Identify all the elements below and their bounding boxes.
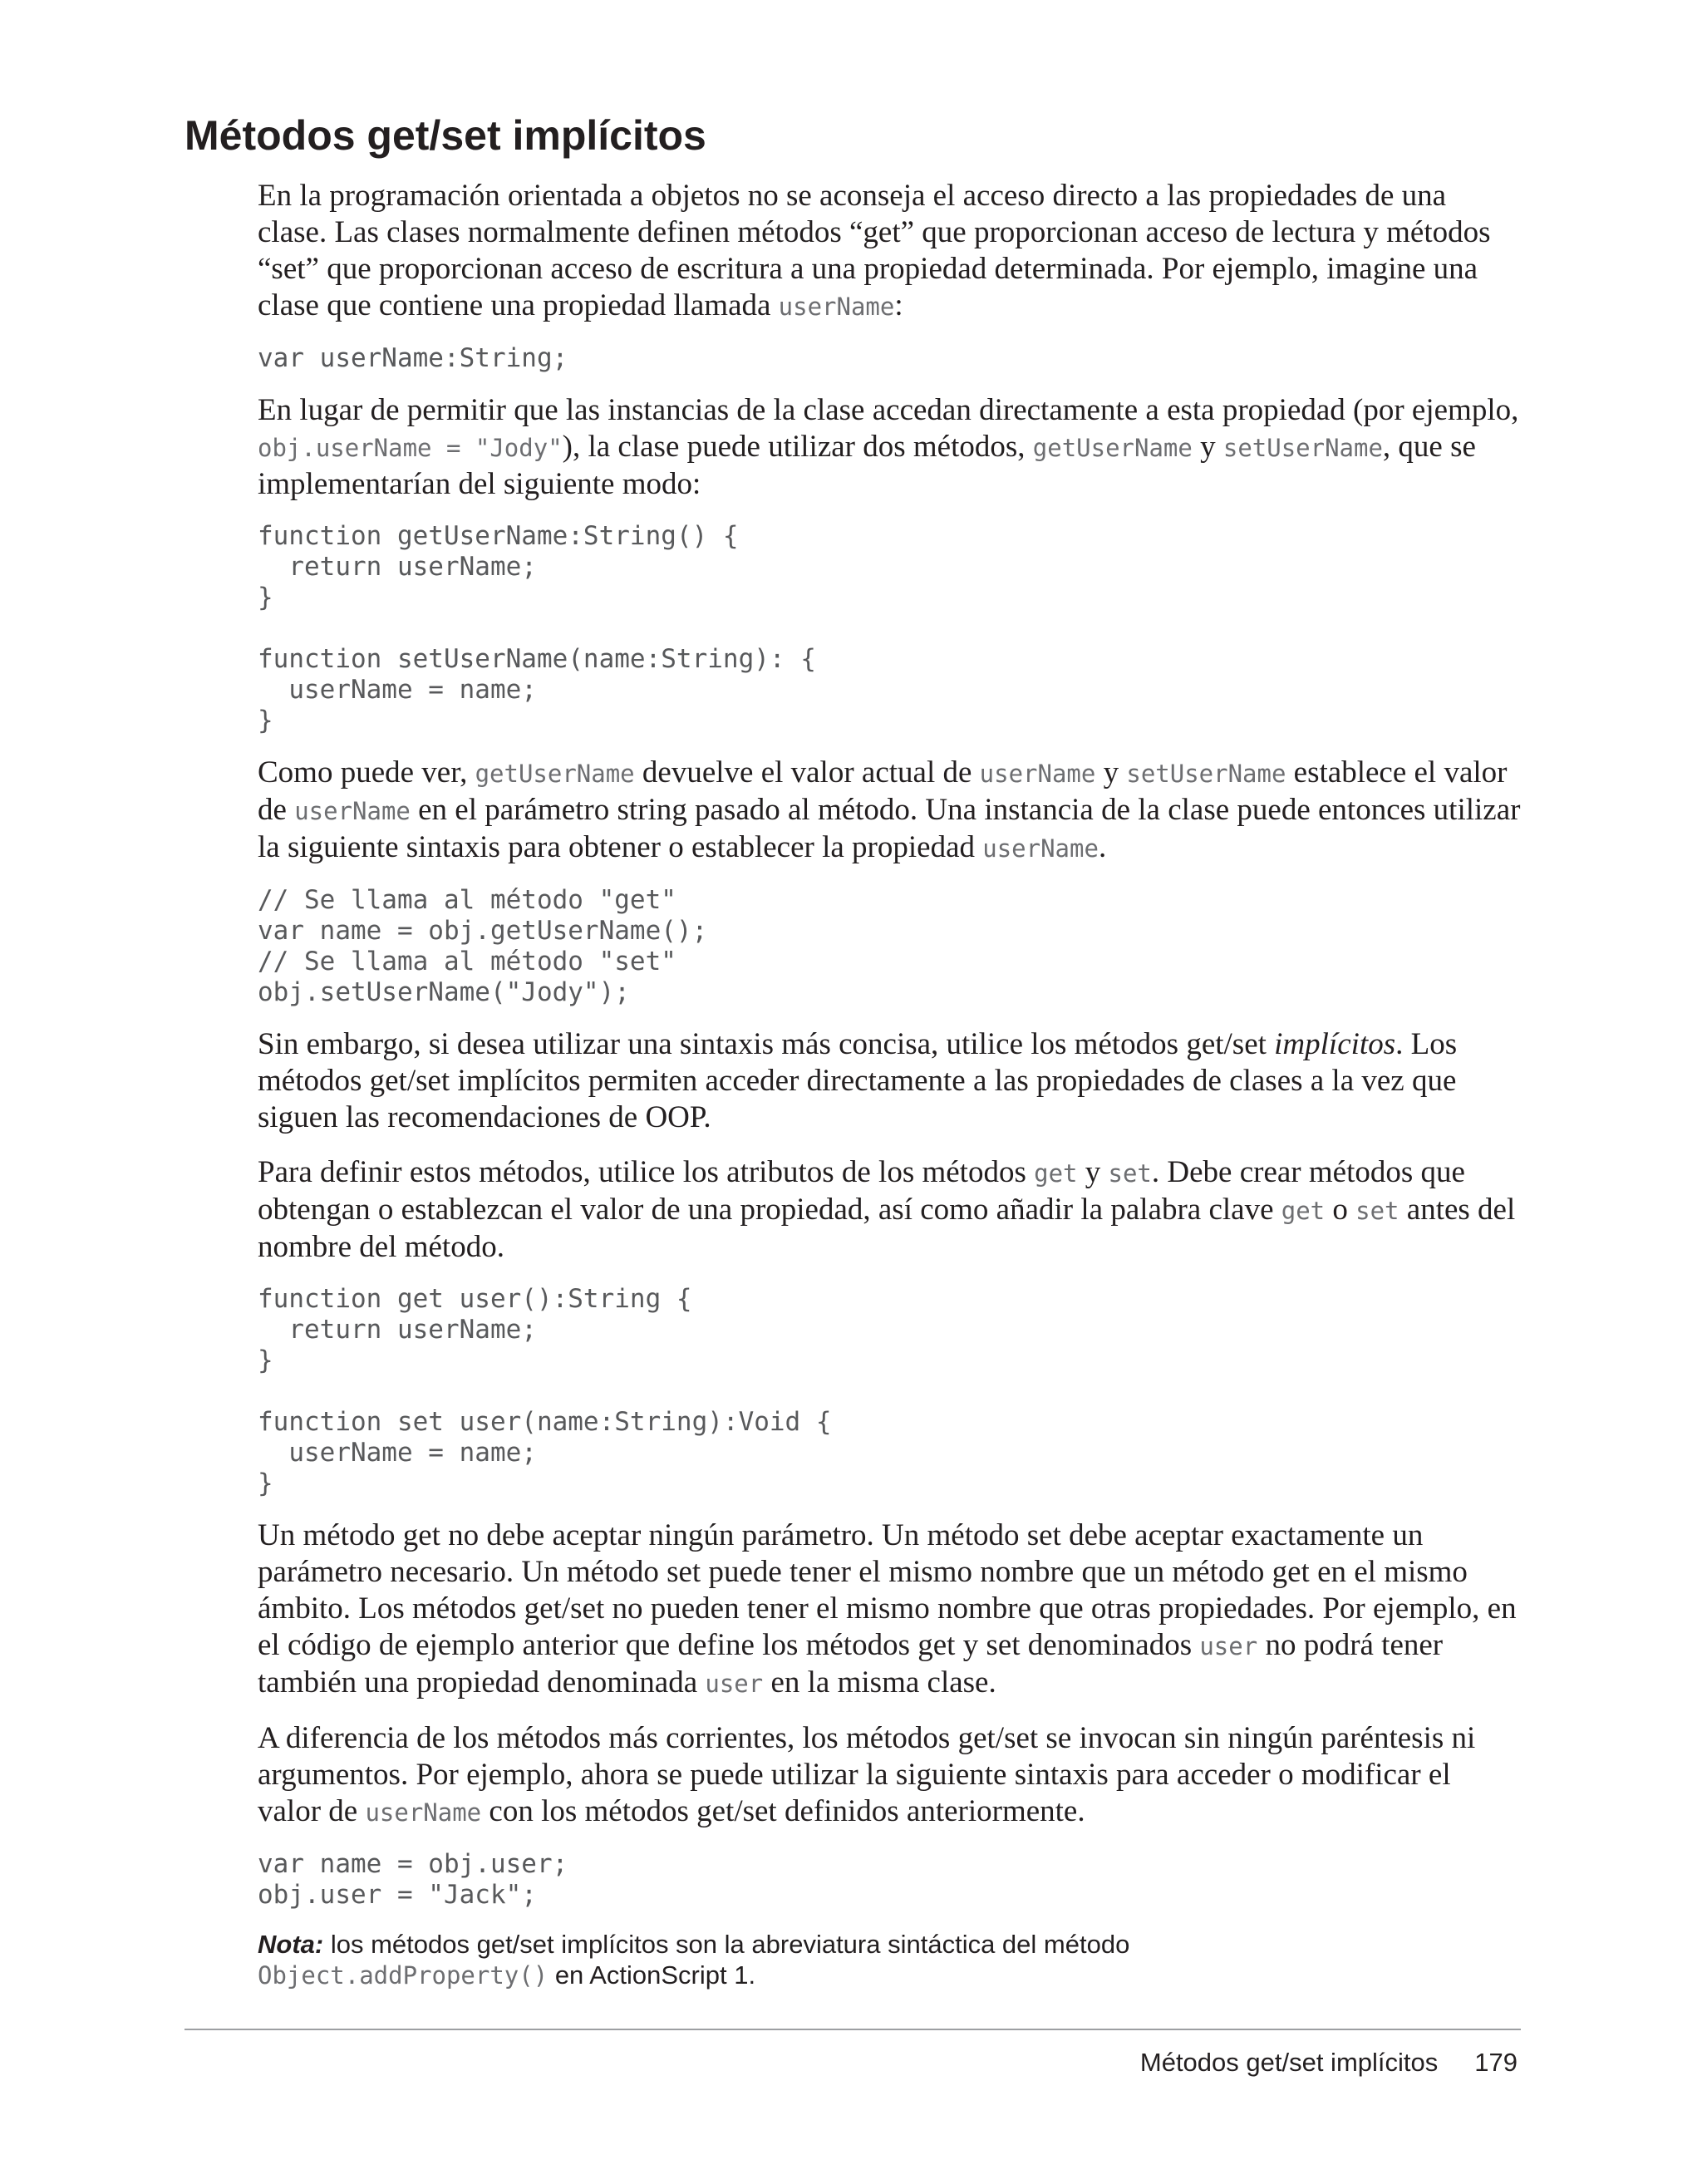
paragraph-invocation xyxy=(258,1720,1521,1831)
code-block-explicit-methods: function getUserName:String() { return userName; } function setUserName(name:String): { userName = name; } xyxy=(258,521,816,735)
text-run: devuelve el valor actual de xyxy=(634,755,980,789)
inline-code: getUserName xyxy=(475,760,635,788)
text-run: , que se implementarían del siguiente modo: xyxy=(258,430,1476,501)
text-run: y xyxy=(1095,755,1127,789)
text-run: Un método get no debe aceptar ningún parámetro. Un método set debe aceptar exactamente un parámetro necesario. Un método set puede tener el mismo nombre que un método get en el mismo ámbito. Los métodos get/set no pueden tener el mismo nombre que otras propiedades. Por ejemplo, en el código de ejemplo anterior que define los métodos get y set denominados xyxy=(258,1518,1517,1662)
paragraph-implicit-intro xyxy=(258,1026,1521,1136)
paragraph-explanation xyxy=(258,755,1521,867)
code-block-implicit-usage: var name = obj.user; obj.user = "Jack"; xyxy=(258,1849,568,1910)
text-run: los métodos get/set implícitos son la abreviatura sintáctica del método xyxy=(323,1930,1130,1959)
code-block-declaration: var userName:String; xyxy=(258,343,568,373)
paragraph-rules xyxy=(258,1517,1521,1702)
text-run: establece el valor de xyxy=(258,755,1508,827)
note-block xyxy=(258,1929,1521,1991)
text-run: . Debe crear métodos que obtengan o establezcan el valor de una propiedad, así como añadir la palabra clave xyxy=(258,1155,1465,1227)
text-run: Sin embargo, si desea utilizar una sintaxis más concisa, utilice los métodos get/set xyxy=(258,1027,1275,1061)
page-footer xyxy=(1140,2046,1518,2079)
inline-code: setUserName xyxy=(1222,434,1383,462)
inline-code: getUserName xyxy=(1032,434,1193,462)
page-number: 179 xyxy=(1474,2048,1518,2077)
text-run: En la programación orientada a objetos no se aconseja el acceso directo a las propiedades de una clase. Las clases normalmente definen métodos “get” que proporcionan acceso de lectura y métodos “set” que proporcionan acceso de escritura a una propiedad determinada. Por ejemplo, imagine una clase que contiene una propiedad llamada xyxy=(258,179,1491,322)
text-run: en ActionScript 1. xyxy=(548,1960,756,1990)
text-run: ), la clase puede utilizar dos métodos, xyxy=(562,430,1033,464)
text-run: En lugar de permitir que las instancias de la clase accedan directamente a esta propiedad (por ejemplo, xyxy=(258,393,1519,427)
page-title: Métodos get/set implícitos xyxy=(184,112,706,159)
inline-code: set xyxy=(1108,1159,1152,1188)
emphasis-text: implícitos xyxy=(1274,1027,1396,1061)
text-run: . Los métodos get/set implícitos permiten acceder directamente a las propiedades de clases a la vez que siguen las recomendaciones de OOP. xyxy=(258,1027,1458,1134)
text-run: y xyxy=(1192,430,1223,464)
inline-code: get xyxy=(1034,1159,1078,1188)
inline-code: user xyxy=(1199,1632,1258,1660)
inline-code: userName xyxy=(979,760,1096,788)
text-run: con los métodos get/set definidos anteriormente. xyxy=(481,1794,1085,1828)
text-run: : xyxy=(894,288,903,322)
text-run: en la misma clase. xyxy=(763,1665,996,1699)
text-run: no podrá tener también una propiedad denominada xyxy=(258,1628,1444,1699)
inline-code: Object.addProperty() xyxy=(258,1961,548,1990)
inline-code: setUserName xyxy=(1126,760,1286,788)
text-run: Como puede ver, xyxy=(258,755,475,789)
note-label: Nota: xyxy=(258,1930,324,1959)
paragraph-intro xyxy=(258,178,1521,325)
text-run: y xyxy=(1077,1155,1109,1189)
code-block-implicit-methods: function get user():String { return userName; } function set user(name:String):Void { userName = name; } xyxy=(258,1284,832,1498)
paragraph-define-methods xyxy=(258,1154,1521,1266)
footer-section-title: Métodos get/set implícitos xyxy=(1139,2048,1439,2077)
text-run: antes del nombre del método. xyxy=(258,1193,1516,1264)
code-block-usage: // Se llama al método "get" var name = obj.getUserName(); // Se llama al método "set" obj.setUserName("Jody"); xyxy=(258,885,708,1007)
paragraph-accessor-methods xyxy=(258,392,1521,503)
inline-code: userName xyxy=(294,797,411,825)
inline-code: user xyxy=(705,1670,764,1698)
inline-code: userName xyxy=(982,834,1099,863)
main-content xyxy=(258,178,1521,1991)
text-run: o xyxy=(1325,1193,1356,1227)
inline-code: get xyxy=(1281,1197,1326,1225)
text-run: en el parámetro string pasado al método. Una instancia de la clase puede entonces utilizar la siguiente sintaxis para obtener o establecer la propiedad xyxy=(258,793,1521,864)
text-run: Para definir estos métodos, utilice los atributos de los métodos xyxy=(258,1155,1035,1189)
inline-code: set xyxy=(1355,1197,1399,1225)
text-run: . xyxy=(1098,830,1107,864)
text-run: A diferencia de los métodos más corrientes, los métodos get/set se invocan sin ningún paréntesis ni argumentos. Por ejemplo, ahora se puede utilizar la siguiente sintaxis para acceder o modificar el valor de xyxy=(258,1721,1476,1828)
inline-code: userName xyxy=(778,293,895,321)
footer-divider xyxy=(184,2029,1521,2030)
inline-code: userName xyxy=(365,1798,482,1827)
inline-code: obj.userName = "Jody" xyxy=(258,434,563,462)
